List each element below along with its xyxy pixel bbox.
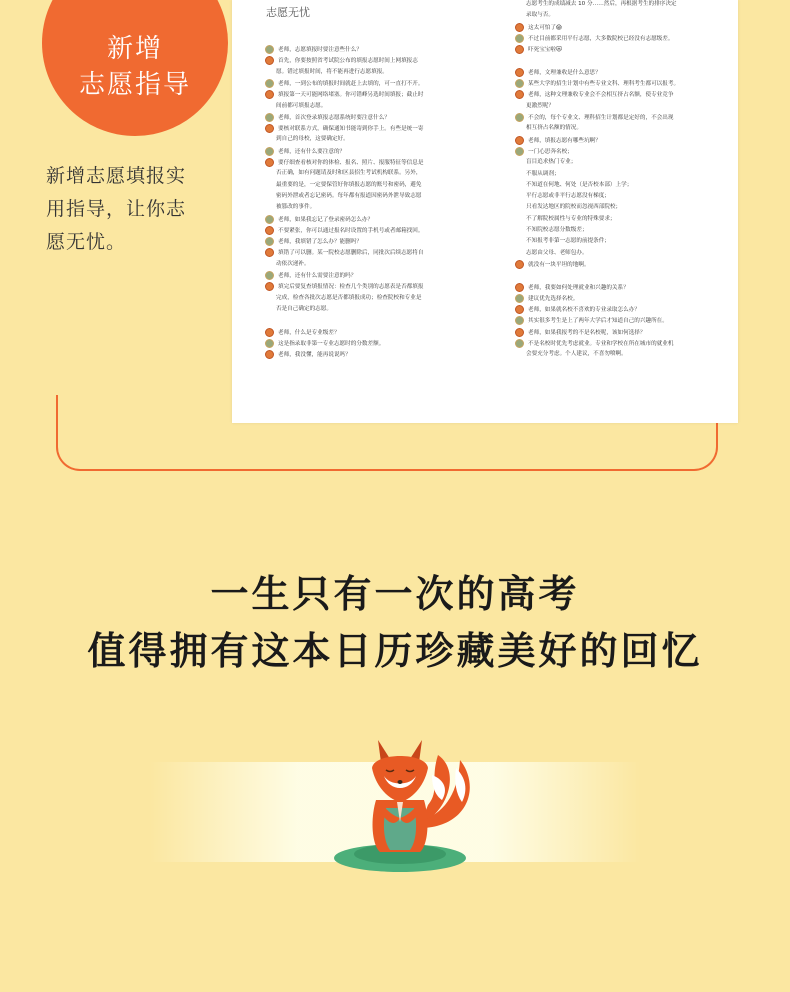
student-avatar-icon xyxy=(515,45,524,54)
meditating-fox-illustration xyxy=(320,730,480,880)
teacher-avatar-icon xyxy=(265,339,274,348)
faq-line-text: 不会的，每个专业文、理科招生计划都是定好的，不会出现 xyxy=(528,115,674,121)
faq-line-text: 要仔细查看核对你的体检、报名、照片、报服特征等信息是 xyxy=(278,160,424,166)
faq-line-text: 不知报考非第一志愿的前提条件； xyxy=(526,238,610,245)
student-avatar-icon xyxy=(265,56,274,65)
faq-line-text: 不要紧张，你可以通过报名时设置的手机号或者邮箱找回。 xyxy=(278,227,424,234)
new-feature-badge xyxy=(42,0,228,136)
teacher-avatar-icon xyxy=(515,34,524,43)
faq-line-text: 完成，检查各批次志愿是否都填报成功；检查院校和专业是 xyxy=(276,294,422,301)
faq-line xyxy=(515,350,627,359)
faq-line-text: 录取与否。 xyxy=(526,12,554,19)
faq-line-text: 老师，还有什么要注意的？ xyxy=(278,148,346,155)
faq-line-text: 间前都可填报志愿。 xyxy=(276,102,327,109)
faq-line xyxy=(265,271,356,281)
faq-line xyxy=(515,260,590,270)
faq-line-text: 不知院校志愿分数级差； xyxy=(526,227,588,233)
faq-line-text: 要核对联系方式，确保通知书能寄到你手上。有些是统一寄 xyxy=(278,126,424,133)
faq-line-text: 不了解院校属性与专业的特殊要求； xyxy=(526,215,616,222)
faq-line-text: 老师，如果就名校不喜欢的专业录取怎么办？ xyxy=(528,307,640,314)
faq-line-text: 盲目追求热门专业； xyxy=(526,159,577,166)
student-avatar-icon xyxy=(265,350,274,359)
student-avatar-icon xyxy=(265,328,274,337)
faq-line-text: 这是指录取非第一专业志愿时的分数差额。 xyxy=(278,340,385,347)
faq-line-text: 吓死宝宝啦😻 xyxy=(528,47,562,54)
student-avatar-icon xyxy=(515,283,524,292)
teacher-avatar-icon xyxy=(265,45,274,54)
faq-line xyxy=(515,294,578,304)
teacher-avatar-icon xyxy=(265,271,274,280)
faq-line-text: 建议优先选择名校。 xyxy=(528,295,579,302)
faq-line xyxy=(515,226,588,235)
faq-line-text: 老师，志愿填报时要注意些什么？ xyxy=(278,47,362,53)
faq-line xyxy=(265,192,421,201)
faq-line-text: 密码外泄或者忘记密码。每年都有报道因密码外泄导致志愿 xyxy=(276,192,422,199)
faq-line xyxy=(265,102,326,111)
faq-line xyxy=(515,158,576,167)
faq-line xyxy=(515,328,645,338)
faq-line xyxy=(265,237,362,247)
student-avatar-icon xyxy=(515,90,524,99)
student-avatar-icon xyxy=(265,226,274,235)
faq-line-text: 最重要的是，一定要保管好你填报志愿的账号和密码，避免 xyxy=(276,181,422,188)
faq-line xyxy=(265,248,423,258)
teacher-avatar-icon xyxy=(265,237,274,246)
faq-line xyxy=(265,56,418,66)
teacher-avatar-icon xyxy=(515,316,524,325)
student-avatar-icon xyxy=(515,136,524,145)
faq-line xyxy=(515,0,677,9)
description-line-1: 新增志愿填报实 xyxy=(46,165,187,187)
teacher-avatar-icon xyxy=(265,79,274,88)
faq-line-text: 不服从调剂； xyxy=(526,170,560,177)
faq-line-text: 会要充分考虑。个人建议，不喜勿喷啊。 xyxy=(526,351,627,358)
faq-line xyxy=(265,282,423,292)
faq-line-text: 首先，你要按照省考试院公布的填报志愿时间上网填报志 xyxy=(278,58,418,65)
faq-line-text: 只看发达地区的院校而忽视西部院校； xyxy=(526,204,622,211)
faq-line xyxy=(265,203,315,212)
teacher-avatar-icon xyxy=(515,294,524,303)
teacher-avatar-icon xyxy=(515,339,524,348)
page-title: 志愿无忧 xyxy=(266,6,310,19)
faq-line-text: 老师，我没懂，能再说说吗？ xyxy=(278,352,351,359)
teacher-avatar-icon xyxy=(265,215,274,224)
faq-line-text: 愿。错过填报时间，将不能再进行志愿填报。 xyxy=(276,68,388,75)
faq-line xyxy=(515,192,610,201)
faq-line xyxy=(265,79,423,89)
faq-line xyxy=(515,34,673,44)
faq-line xyxy=(265,305,332,314)
faq-line-text: 一门心思奔名校； xyxy=(528,148,573,155)
faq-line xyxy=(515,11,554,20)
faq-line xyxy=(265,350,351,360)
faq-line xyxy=(515,124,582,133)
student-avatar-icon xyxy=(265,90,274,99)
faq-line-text: 到自己的母校，这要确定好。 xyxy=(276,136,349,143)
faq-line xyxy=(515,23,562,33)
faq-line-text: 更激烈呢？ xyxy=(526,102,554,109)
faq-line-text: 这太可怕了😱 xyxy=(528,24,562,31)
faq-line-text: 不过目前都采用平行志愿，大多数院校已经没有志愿级差。 xyxy=(528,35,674,42)
faq-line-text: 填错了可以删。某一院校志愿删除后，同批次后续志愿将自 xyxy=(278,250,424,257)
faq-line xyxy=(515,249,588,258)
faq-line xyxy=(515,283,629,293)
faq-line xyxy=(265,169,421,178)
faq-line xyxy=(265,215,373,225)
student-avatar-icon xyxy=(515,23,524,32)
faq-line xyxy=(265,124,423,134)
teacher-avatar-icon xyxy=(515,79,524,88)
faq-line-text: 志愿考生的成绩减去 10 分……然后，再根据考生的排序决定 xyxy=(526,1,677,7)
student-avatar-icon xyxy=(265,124,274,133)
faq-line xyxy=(265,226,423,236)
faq-line xyxy=(265,260,310,269)
faq-line xyxy=(265,339,384,349)
student-avatar-icon xyxy=(265,282,274,291)
faq-line-text: 老师，我填错了怎么办？能删吗？ xyxy=(278,239,362,246)
faq-line-text: 被篡改的事件。 xyxy=(276,204,316,211)
faq-line xyxy=(265,328,340,338)
faq-line xyxy=(515,339,673,349)
faq-line-text: 志愿由父母、老师包办。 xyxy=(526,249,588,256)
headline-line-2: 值得拥有这本日历珍藏美好的回忆 xyxy=(87,629,703,673)
faq-line-text: 老师，首次登录填报志愿系统时要注意什么？ xyxy=(278,114,390,121)
faq-line-text: 老师，还有什么需要注意的吗？ xyxy=(278,273,357,279)
faq-line xyxy=(515,170,560,179)
faq-line xyxy=(515,113,673,123)
teacher-avatar-icon xyxy=(265,113,274,122)
faq-line xyxy=(515,237,610,246)
badge-line-2: 志愿指导 xyxy=(78,70,191,100)
faq-line xyxy=(265,181,421,190)
faq-line xyxy=(515,45,562,55)
faq-line xyxy=(515,136,601,146)
faq-line xyxy=(515,79,679,89)
teacher-avatar-icon xyxy=(265,147,274,156)
faq-line xyxy=(265,68,388,77)
faq-line xyxy=(515,215,616,224)
faq-line xyxy=(515,102,554,111)
faq-line xyxy=(265,45,362,55)
student-avatar-icon xyxy=(265,158,274,167)
faq-line-text: 动依次递补。 xyxy=(276,260,310,267)
faq-line xyxy=(265,90,423,100)
faq-line-text: 老师，如果我忘记了登录密码怎么办？ xyxy=(278,216,374,223)
student-avatar-icon xyxy=(515,260,524,269)
faq-line xyxy=(265,113,390,123)
faq-line-text: 填报第一天可能网络堵塞。你可错峰另选时间填报；截止时 xyxy=(278,92,424,99)
faq-line-text: 平行志愿或非平行志愿没有梯度； xyxy=(526,193,610,200)
book-page-preview xyxy=(232,0,738,423)
faq-line xyxy=(265,158,423,168)
faq-line xyxy=(515,316,668,326)
student-avatar-icon xyxy=(515,68,524,77)
faq-line xyxy=(515,181,632,190)
faq-line-text: 老师，文理兼收是什么意思？ xyxy=(528,69,601,76)
faq-line-text: 老师，这种文理兼收专业会不会相互挤占名额，使专业竞争 xyxy=(528,92,674,99)
faq-line xyxy=(515,203,621,212)
student-avatar-icon xyxy=(515,305,524,314)
faq-line-text: 就没有一块平坦的地啊。 xyxy=(528,261,590,268)
faq-line-text: 某些大学的招生计划中有些专业文科、理科考生都可以报考。 xyxy=(528,81,680,88)
faq-line-text: 老师，什么是专业级差？ xyxy=(278,329,340,336)
faq-line-text: 填完后要复查填报情况：检查几个类别的志愿表是否都填报 xyxy=(278,284,424,291)
faq-line-text: 老师，我要如何处理就业和兴趣的关系？ xyxy=(528,284,629,291)
faq-line xyxy=(515,68,601,78)
description-line-3: 愿无忧。 xyxy=(46,231,127,253)
faq-line xyxy=(515,305,640,315)
faq-line-text: 否正确，如有问题请及时和区县招生考试机构联系。另外， xyxy=(276,170,422,177)
student-avatar-icon xyxy=(515,328,524,337)
faq-line-text: 老师，填报志愿有哪些坑啊？ xyxy=(528,137,601,144)
faq-line-text: 老师，一到公布的填报时间就赶上去填的，可一直打不开。 xyxy=(278,80,424,87)
student-avatar-icon xyxy=(265,248,274,257)
faq-line-text: 否是自己确定的志愿。 xyxy=(276,305,332,312)
faq-line-text: 其实很多考生是上了两年大学后才知道自己的兴趣所在。 xyxy=(528,318,668,325)
faq-line xyxy=(265,294,421,303)
feature-description xyxy=(46,160,218,259)
faq-line xyxy=(515,90,673,100)
description-line-2: 用指导，让你志 xyxy=(46,198,187,220)
faq-line-text: 相互挤占名额的情况。 xyxy=(526,125,582,132)
faq-line xyxy=(265,147,345,157)
faq-line xyxy=(515,147,573,157)
headline-line-1: 一生只有一次的高考 xyxy=(210,572,580,616)
badge-line-1: 新增 xyxy=(106,34,163,64)
teacher-avatar-icon xyxy=(515,147,524,156)
faq-line-text: 老师，如果我报考的不是名校呢，该如何选择？ xyxy=(528,329,646,336)
faq-line-text: 不知道在何地、何处（是否校本部）上学； xyxy=(526,181,633,188)
teacher-avatar-icon xyxy=(515,113,524,122)
faq-line-text: 不是名校时优先考虑就业。专业和学校在所在城市的就业机 xyxy=(528,341,674,347)
faq-line xyxy=(265,135,349,144)
